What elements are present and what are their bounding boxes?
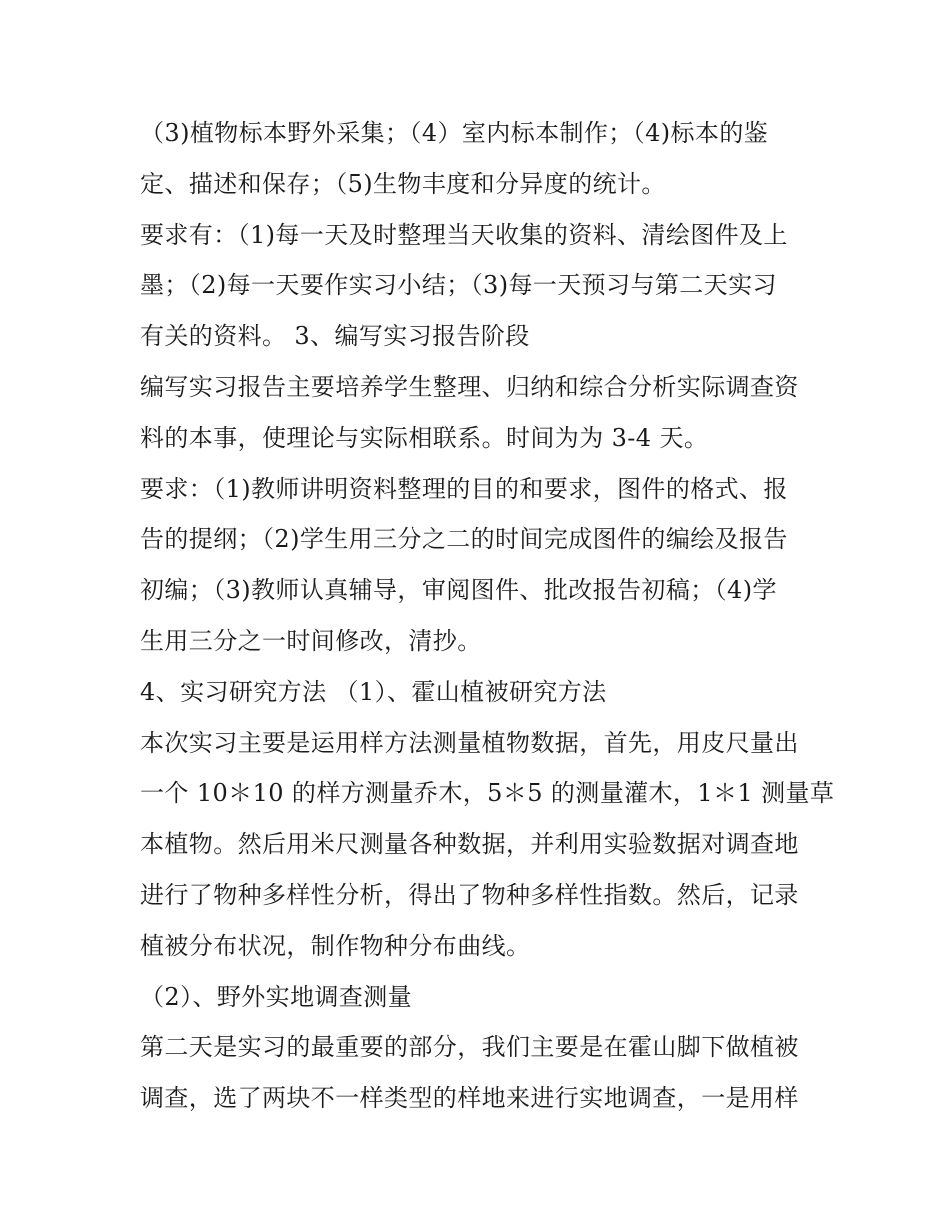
- text-line: 要求有：（1)每一天及时整理当天收集的资料、清绘图件及上: [140, 220, 788, 249]
- text-line: 告的提纲；（2)学生用三分之二的时间完成图件的编绘及报告: [140, 525, 788, 554]
- text-line: 墨；（2)每一天要作实习小结；（3)每一天预习与第二天实习: [140, 271, 777, 300]
- text-line: 要求：（1)教师讲明资料整理的目的和要求，图件的格式、报: [140, 474, 788, 503]
- text-line: 第二天是实习的最重要的部分，我们主要是在霍山脚下做植被: [140, 1033, 799, 1062]
- text-line: 初编；（3)教师认真辅导，审阅图件、批改报告初稿；（4)学: [140, 576, 777, 605]
- text-line: 本次实习主要是运用样方法测量植物数据，首先，用皮尺量出: [140, 728, 799, 757]
- text-line: 调查，选了两块不一样类型的样地来进行实地调查，一是用样: [140, 1084, 799, 1113]
- section-heading: 4、实习研究方法 （1）、霍山植被研究方法: [140, 677, 607, 706]
- text-line: （3)植物标本野外采集；（4）室内标本制作；（4)标本的鉴: [140, 119, 769, 147]
- text-line: 植被分布状况，制作物种分布曲线。: [140, 931, 531, 960]
- text-line: 本植物。然后用米尺测量各种数据，并利用实验数据对调查地: [140, 830, 799, 859]
- text-line: 生用三分之一时间修改，清抄。: [140, 626, 482, 655]
- subsection-heading: （2）、野外实地调查测量: [140, 982, 413, 1011]
- text-line: 有关的资料。 3、编写实习报告阶段: [140, 322, 530, 351]
- text-line: 编写实习报告主要培养学生整理、归纳和综合分析实际调查资: [140, 372, 799, 401]
- text-line: 定、描述和保存；（5)生物丰度和分异度的统计。: [140, 169, 666, 198]
- body-text: [140, 108, 840, 1124]
- text-line: 进行了物种多样性分析，得出了物种多样性指数。然后，记录: [140, 880, 799, 909]
- text-line: 一个 10＊10 的样方测量乔木，5＊5 的测量灌木，1＊1 测量草: [140, 779, 835, 808]
- text-line: 料的本事，使理论与实际相联系。时间为为 3-4 天。: [140, 423, 709, 452]
